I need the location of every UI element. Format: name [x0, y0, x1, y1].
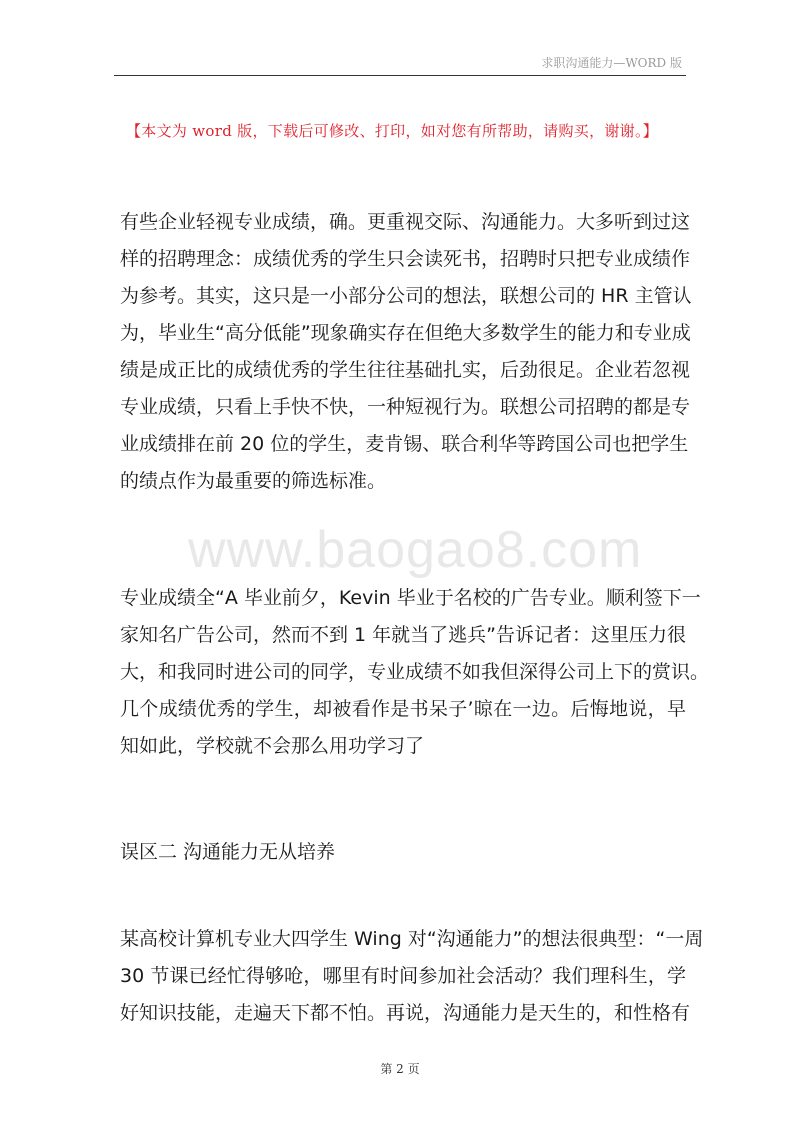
- paragraph-4: [120, 921, 704, 1032]
- paragraph-1: [120, 204, 692, 500]
- purchase-notice: 【本文为 word 版，下载后可修改、打印，如对您有所帮助，请购买，谢谢。】: [126, 122, 659, 140]
- text-line: 知如此，学校就不会那么用功学习了: [120, 735, 425, 757]
- text-line: 样的招聘理念：成绩优秀的学生只会读死书，招聘时只把专业成绩作: [120, 248, 691, 270]
- document-header-title: 求职沟通能力—WORD 版: [541, 56, 682, 70]
- text-line: 几个成绩优秀的学生，却被看作是书呆子’晾在一边。后悔地说，早: [120, 698, 686, 720]
- text-line: 专业成绩全“A 毕业前夕，Kevin 毕业于名校的广告专业。顺利签下一: [120, 587, 701, 609]
- text-line: 家知名广告公司，然而不到 1 年就当了逃兵”告诉记者：这里压力很: [120, 624, 687, 646]
- text-line: 专业成绩，只看上手快不快，一种短视行为。联想公司招聘的都是专: [120, 396, 691, 418]
- text-line: 为，毕业生“高分低能”现象确实存在但绝大多数学生的能力和专业成: [120, 322, 691, 344]
- header-divider: [114, 75, 686, 76]
- text-line: 有些企业轻视专业成绩，确。更重视交际、沟通能力。大多听到过这: [120, 211, 691, 233]
- watermark-text: www.baogao8.com: [188, 521, 643, 579]
- section-heading: [120, 834, 686, 871]
- text-line: 绩是成正比的成绩优秀的学生往往基础扎实，后劲很足。企业若忽视: [120, 359, 691, 381]
- text-line: 的绩点作为最重要的筛选标准。: [120, 470, 387, 492]
- text-line: 业成绩排在前 20 位的学生，麦肯锡、联合利华等跨国公司也把学生: [120, 433, 689, 455]
- text-line: 好知识技能，走遍天下都不怕。再说，沟通能力是天生的，和性格有: [120, 1002, 691, 1024]
- text-line: 30 节课已经忙得够呛，哪里有时间参加社会活动？我们理科生，学: [120, 965, 686, 987]
- text-line: 为参考。其实，这只是一小部分公司的想法，联想公司的 HR 主管认: [120, 285, 692, 307]
- text-line: 大，和我同时进公司的同学，专业成绩不如我但深得公司上下的赏识。: [120, 661, 710, 683]
- paragraph-2: [120, 580, 710, 765]
- heading-text: 误区二 沟通能力无从培养: [120, 841, 336, 863]
- text-line: 某高校计算机专业大四学生 Wing 对“沟通能力”的想法很典型：“一周: [120, 928, 704, 950]
- page-number: 第 2 页: [380, 1062, 420, 1076]
